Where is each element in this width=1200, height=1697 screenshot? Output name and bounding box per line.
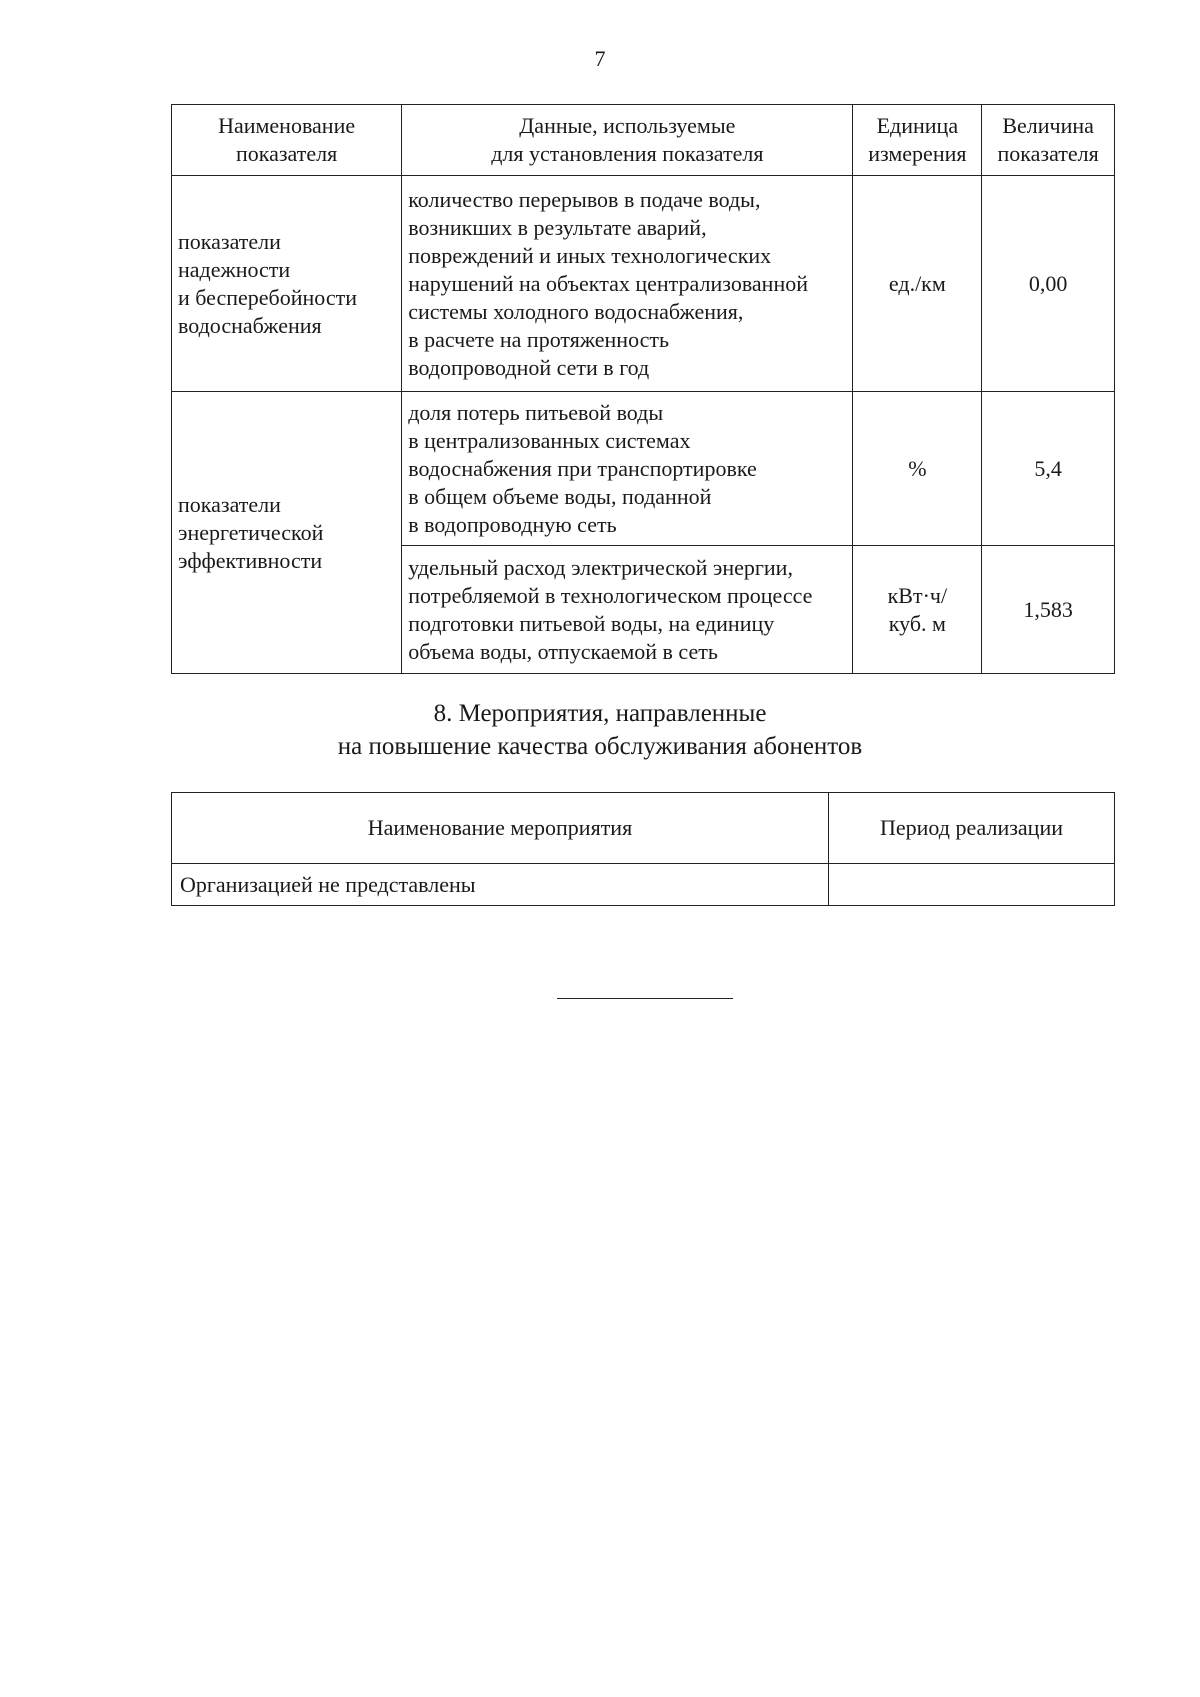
indicator-group-energy: показатели энергетической эффективности	[172, 392, 402, 674]
section-heading: 8. Мероприятия, направленные на повышение качества обслуживания абонентов	[337, 700, 863, 760]
header-measure-name: Наименование мероприятия	[172, 793, 829, 864]
header-value: Величина показателя	[982, 105, 1115, 176]
indicator-data: удельный расход электрической энергии, потребляемой в технологическом процессе подготовки питьевой воды, на единицу объема воды, отпускаемой в сеть	[402, 546, 853, 674]
indicator-value: 0,00	[982, 176, 1115, 392]
header-unit: Единица измерения	[853, 105, 982, 176]
indicator-value: 1,583	[982, 546, 1115, 674]
indicator-unit: кВт·ч/ куб. м	[853, 546, 982, 674]
table-row	[172, 864, 1115, 906]
header-indicator-name: Наименование показателя	[172, 105, 402, 176]
table-row	[172, 176, 1115, 392]
measure-name: Организацией не представлены	[172, 864, 829, 906]
header-implementation-period: Период реализации	[829, 793, 1115, 864]
indicator-data: доля потерь питьевой воды в централизованных системах водоснабжения при транспортировке в общем объеме воды, поданной в водопроводную сеть	[402, 392, 853, 546]
divider-line	[557, 998, 733, 999]
table-header-row	[172, 793, 1115, 864]
measures-table	[171, 792, 1115, 906]
indicator-unit: ед./км	[853, 176, 982, 392]
indicator-data: количество перерывов в подаче воды, возникших в результате аварий, повреждений и иных технологических нарушений на объектах централизованной системы холодного водоснабжения, в расчете на протяженность водопроводной сети в год	[402, 176, 853, 392]
indicators-table	[171, 104, 1115, 674]
indicator-group-reliability: показатели надежности и бесперебойности водоснабжения	[172, 176, 402, 392]
table-row	[172, 392, 1115, 546]
indicator-unit: %	[853, 392, 982, 546]
table-header-row	[172, 105, 1115, 176]
header-data-used: Данные, используемые для установления показателя	[402, 105, 853, 176]
page-number: 7	[594, 46, 606, 71]
indicator-value: 5,4	[982, 392, 1115, 546]
measure-period	[829, 864, 1115, 906]
